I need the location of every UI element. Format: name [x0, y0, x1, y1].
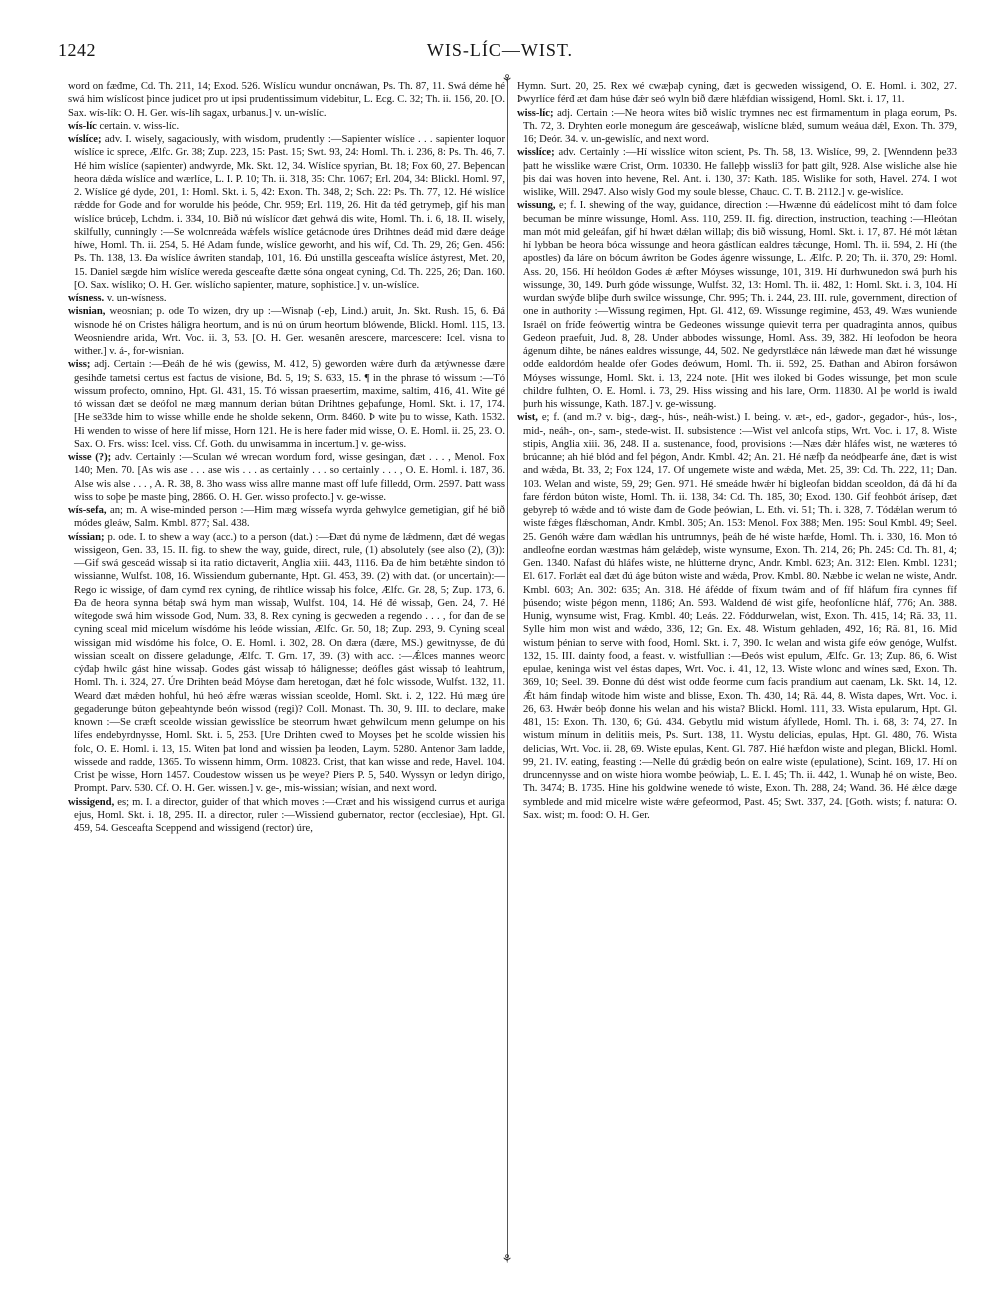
entry-headword: wíssian; [68, 531, 105, 543]
dictionary-entry [68, 531, 505, 796]
dictionary-entry [68, 120, 505, 133]
entry-headword: wist, [517, 412, 538, 424]
dictionary-entry [68, 292, 505, 305]
dictionary-entry [517, 146, 957, 199]
right-column [517, 80, 957, 1260]
entry-headword: wisse (?); [68, 452, 112, 463]
left-column [68, 80, 505, 1260]
divider-ornament-bottom-icon: ⚘ [501, 1252, 513, 1266]
entry-text: weosnian; p. ode To wizen, dry up :—Wisnaþ (-eþ, Lind.) aruit, Jn. Skt. Rush. 15, 6. Đá wisnode hé on Cristes háligra heortum, and is nú on úrum heortum blówende, Blickl. Homl. 115, 13. Weosniendre arida, Wrt. Voc. ii. 3, 53. [O. H. Ger. wesanên arescere, marcescere: Icel. visna to wither.] v. á-, for-wisnian. [74, 306, 505, 357]
dictionary-entry [517, 199, 957, 411]
dictionary-entry [68, 504, 505, 531]
entry-text: adj. Certain :—Ne heora wítes bið wislíc trymnes nec est firmamentum in plaga eorum, Ps. Th. 72, 3. Dryhten eorle monegum áre gesceáwaþ, wislícne blǽd, sumum weáua dǽl, Exon. Th. 379, 16; Deór. 34. v. un-gewislíc, and next word. [523, 107, 957, 145]
dictionary-entry [517, 107, 957, 147]
entry-text: es; m. I. a director, guider of that which moves :—Cræt and his wissigend currus et auriga ejus, Homl. Skt. i. 18, 295. II. a director, ruler :—Wissiend gubernator, rector (ecclesiae), Hpt. Gl. 459, 54. Gesceafta Sceppend and wissigend (rector) úre, [74, 796, 505, 834]
dictionary-entry [68, 133, 505, 292]
dictionary-entry [68, 305, 505, 358]
entry-headword: wíslíce; [68, 134, 102, 145]
dictionary-entry [68, 451, 505, 504]
running-head: WIS-LÍC—WIST. [426, 40, 574, 60]
entry-headword: wissigend, [68, 796, 115, 808]
dictionary-entry [517, 411, 957, 822]
entry-text: adv. I. wisely, sagaciously, with wisdom, prudently :—Sapienter wíslíce . . . sapienter loquor wíslíce ic sprece, Ælfc. Gr. 38; Zup. 223, 15: Past. 15; Swt. 93, 24: Homl. Th. i. 236, 8: Ps. Th. 46, 7. Hé him wíslíce (sapienter) andwyrde, Mk. Skt. 12, 34. Wíslíce spyrian, Bt. 18; Fox 60, 27. Beþencan heora dǽda wíslíce and wærlíce, L. I. P. 10; Th. ii. 318, 35: Chr. 1067; Erl. 204, 34: Blickl. Homl. 97, 2. Wíslíce gé dyde, 201, 1: Homl. Skt. i. 5, 42: Exon. Th. 348, 2; Sch. 22: Ps. Th. 77, 12. Hé wíslíce rǽdde for Gode and for worulde his þeóde, Chr. 959; Erl. 119, 26. Hit đa téđ getrymeþ, gif his man wíslíce brúceþ, Lchdm. i. 334, 10. Bið nú wíslícor đæt gehwá dis wite, Homl. Th. i. 6, 18. II. wisely, skilfully, cunningly :—Se wolcnreáda wǽfels wíslíce getácnode úres Drihtnes deáđ mid đære deáge híwe, Homl. Th. ii. 254, 5. Hé Adam funde, wíslíce geworht, and his wíf, Cd. Th. 29, 26; Gen. 456: Ps. Th. 138, 13. Đa wíslíce áwriten standaþ, 101, 16. Đú unstilla gesceafta wíslíce ástyrest, Met. 20, 15. Daniel sægde him wíslíce wereda gesceafte đætte sóna ongeat cyning, Cd. Th. 225, 26; Dan. 160. [O. Sax. wísliko; O. H. Ger. wíslícho sapienter, mature, sophistice.] v. un-wíslíce. [74, 134, 505, 291]
entry-headword: wisnian, [68, 306, 106, 318]
entry-headword: wís-sefa, [68, 505, 107, 516]
entry-headword: wísness. [68, 293, 105, 304]
entry-text: adj. Certain :—Đeáh đe hé wis (gewiss, M. 412, 5) geworden wǽre đurh đa ætýwnesse đære gesihđe tametsi certus est factus de visione, Bd. 5, 19; S. 633, 15. ¶ in the phrase tó wissum :—Tó wissum profecto, omnino, Hpt. Gl. 431, 15. Tó wissan praesertim, maxime, saltim, 416, 41. Wite gé tó wissan đæt se deófol ne mæg mannum derian bútan Drihtnes geþafunge, Homl. Skt. i. 17, 174. [He se33de him to wisse whille ende he sholde sekenn, Orm. 8460. Þ wite þu to wisse, Kath. 1532. Hi wenden to wisse of here lif misse, Horn 121. He is here fader mid wisse, O. E. Homl. ii. 25, 23. O. Sax. O. Frs. wiss: Icel. viss. Cf. Goth. du unwisamma in incertum.] v. ge-wiss. [74, 359, 505, 450]
dictionary-entry [517, 80, 957, 107]
column-divider [507, 78, 508, 1258]
divider-ornament-top-icon: ⚘ [501, 72, 513, 86]
entry-text: adv. Certainly :—Hí wisslíce witon scient, Ps. Th. 58, 13. Wislíce, 99, 2. [Wenndenn þe33 þatt he wisslike wære Crist, Orm. 10330. He falleþþ wissli3 for þatt gilt, 928. Alse wisliche alse hie þis dai was hoven into hevene, Rel. Ant. i. 130, 37: Kath. 185. Wislike for soth, Havel. 274. I wot wislike, Will. 2947. Also wisly God my soule blesse, Chauc. C. T. B. 2112.] v. ge-wislíce. [523, 147, 957, 198]
entry-headword: wís-líc [68, 120, 97, 132]
page-number: 1242 [58, 40, 96, 60]
entry-text: e; f. (and m.? v. big-, dæg-, hús-, neáh-wist.) I. being. v. æt-, ed-, gador-, gegador-, hús-, los-, mid-, neáh-, on-, sam-, stede-wist. II. subsistence :—Wist vel anlcofa stips, Wrt. Voc. i. 17, 8. Wiste stipis, Anglia xiii. 36, 248. II a. sustenance, food, provisions :—Næs đǽr hláfes wist, ne wæteres tó brúcanne; ah hié blód and fel þégon, Andr. Kmbl. 42; An. 21. Hé næfþ đa neódþearfe áne, đæt is wist and wǽda, Bt. 33, 2; Fox 124, 17. Of ungemete wiste and wǽda, Met. 25, 39: Cd. Th. 222, 11; Dan. 103. Welan and wiste, 59, 29; Gen. 971. Hé smeáde hwǽr hí bigleofan biddan sceoldon, đá đá hí đa fare férdon búton wiste, Homl. Th. ii. 138, 34: Cd. Th. 185, 30; Exod. 130. Gif feohbót árísep, đæt gebyreþ tó wǽde and tó wiste đam đe Gode þeówian, L. Eth. vi. 51; Th. i. 328, 7. Tódǽlan werum tó wiste fǽges flǽschoman, Andr. Kmbl. 305; An. 153: Menol. Fox 388; Men. 195: Soul Kmbl. 49; Seel. 25. Genóh wǽre đam wǽdlan his untrumnys, þeáh đe hé wiste hæfde, Homl. Th. i. 330, 16. Mon tó andleofne eordan wæstmas hám gelǽdeþ, wiste wynsume, Exon. Th. 214, 26; Ph. 245: Cd. Th. 81, 4; Gen. 1340. Nafast đú hláfes wiste, ne hlútterne drync, Andr. Kmbl. 623; An. 312: Elen. Kmbl. 1231; El. 617. Forlǽt eal đæt đú áge búton wiste and wǽda, Prov. Kmbl. 80. Næbbe ic welan ne wiste, Andr. Kmbl. 603; An. 302: 635; An. 318. Hé áfédde of fíxum twám and of fíf hláfum fíra cynnes fíf þúsendo; wiste þégon menn, 1186; An. 593. Waldend đé wist gife, heofonlícne hláf, 776; An. 388. Hunig, wynsume wist, Frag. Kmbl. 40; Leás. 22. Fóddurwelan, wist, Exon. Th. 415, 14; Rä. 33, 11. Sylle him mon wist and wǽdo, 336, 12; Gn. Ex. 48. Wistum gehladen, 492, 16; Rä. 81, 16. Mid wistum þénian to serve with food, Homl. Skt. i. 7, 390. Ic welan and wista gife eów genóge, Wulfst. 132, 15. III. dainty food, a feast. v. wistfullian :—Đeós wist epulum, Ælfc. Gr. 13; Zup. 86, 6. Wist epulae, keninga wist vel éstas dapes, Wrt. Voc. i. 41, 12, 13. Wiste wlonc and wínes sæd, Exon. Th. 369, 10; Seel. 39. Đonne đú dést wist odđe feorme cum facis prandium aut caenam, Lk. Skt. 14, 12. Ǽt hám findaþ witode him wiste and blisse, Exon. Th. 430, 14; Rä. 44, 8. Wista dapes, Wrt. Voc. i. 26, 63. Hwǽr beóþ đonne his welan and his wista? Blickl. Homl. 111, 33. Wista epularum, Hpt. Gl. 481, 15: Exon. Th. 130, 6; Gú. 434. Gebytlu mid wistum áfyllede, Homl. Th. i. 68, 3: 74, 27. In wistum mínum in delitiis meis, Ps. Surt. 138, 11. Wystu delicias, epulas, Hpt. Gl. 480, 76. Wista delicias, Wrt. Voc. ii. 28, 69. Wiste epulas, Kent. Gl. 787. Hié hæfdon wiste and plegan, Blickl. Homl. 99, 21. IV. eating, feasting :—Nelle đú grǽdig beón on ealre wiste (epulatione), Scint. 169, 17. Hí on druncennysse and on wiste hiora wombe þeówiaþ, L. E. I. 45; Th. ii. 442, 1. Wunaþ hé on wiste, Beo. Th. 3474; B. 1735. Hine his goldwine wenede tó wiste, Exon. Th. 288, 24; Wand. 36. Hé ǽlce dæge symblede and mid micelre wiste wǽre gefeormod, Past. 45; Swt. 337, 24. [Goth. wists; f. natura: O. Sax. wist; m. food: O. H. Ger. [523, 412, 957, 821]
entry-headword: wisslíce; [517, 147, 555, 159]
entry-text: v. un-wísness. [106, 293, 167, 304]
dictionary-entry [68, 80, 505, 120]
entry-text: p. ode. I. to shew a way (acc.) to a person (dat.) :—Đæt đú nyme đe lǽdmenn, đæt đé wegas wissigeon, Gen. 33, 15. II. fig. to shew the way, guide, direct, rule, (1) absolutely (see also (2), (3)):—Gif swá gesceád wissaþ si ita ratio dictaverit, Anglia xiii. 443, 1116. Đa đe him betǽhte sindon tó wissianne, Wulfst. 108, 16. Wissiendum gubernante, Hpt. Gl. 453, 39. (2) with dat. (or uncertain):—Rego ic wissige, of đam cymđ rex cyning, đe rihtlíce wissaþ his folce, Ælfc. Gr. 28, 5; Zup. 173, 6. Đa đe heora synna bétaþ swá hym man wissaþ, Wulfst. 104, 14. Hé đé wissaþ, Gen. 24, 7. Hé wítegode swá him wissode God, Num. 33, 8. Rex cyning is gecweden a regendo . . . , for đan đe se cyning sceal mid micelum wísdóme his leóde wissian, Ælfc. Gr. 50, 18; Zup. 293, 9. Cyning sceal wissigan mid wísdóme his folce, O. E. Homl. i. 302, 28. On đæra (đære, MS.) gewitnysse, đe đú wissian scealt on đissere geladunge, Ælfc. T. Grn. 17, 39. (3) with acc. :—Ǽlces mannes weorc cýđaþ hwilc gást hine wissaþ. Godes gást wissaþ tó hálignesse; deófles gást wissaþ tó leahtrum, Homl. Th. i. 324, 27. Úre Drihten beád Móyse đam heretogan, đæt hé folc wissode, Wulfst. 132, 11. Weard đæt mǽden hohful, hú heó ǽfre wæras wissian sceolde, Homl. Skt. i. 2, 122. Hú mæg úre gegaderunge búton geþeahtynde beón wissod (regi)? Coll. Monast. Th. 30, 9. III. to declare, make known :—Se cræft sceolde wissian gewisslíce be steorrum hwæt gehwilcum menn gelumpe on his lífes endebyrdnysse, Homl. Skt. i. 5, 253. [Ure Drihten cweđ to Moyses þet he scolde wissien his folc, O. E. Homl. i. 13, 15. Witen þat lond and wissien þa leoden, Laym. 5280. Antenor 3am ladde, wissede and radde, 1365. To wissenn himm, Orm. 10823. Crist, that kan wisse and rede, Havel. 104. Crist þe wisse, Horn 1457. Coudestow wissen us þe weye? Piers P. 5, 540. Wyssyn or ledyn dirigo, Prompt. Parv. 530. Cf. O. H. Ger. wissen.] v. ge-, mis-wissian; wísian, and next word. [74, 531, 505, 795]
entry-text: word on fæđme, Cd. Th. 211, 14; Exod. 526. Wíslícu wundur oncnáwan, Ps. Th. 87, 11. Swá déme hé swá him wíslícost þince judicet pro ut ipsi prudentissimum videbitur, L. Ecg. C. 32; Th. ii. 156, 20. [O. Sax. wís-lík: O. H. Ger. wís-líh sagax, urbanus.] v. un-wíslíc. [68, 81, 505, 119]
entry-text: an; m. A wise-minded person :—Him mæg wíssefa wyrda gehwylce gemetigian, gif hé bið módes gleáw, Salm. Kmbl. 877; Sal. 438. [74, 505, 505, 530]
entry-headword: wiss; [68, 359, 91, 371]
entry-text: adv. Certainly :—Sculan wé wrecan wordum ford, wisse gesingan, đæt . . . , Menol. Fox 140; Men. 70. [As wis ase . . . ase wis . . . as certainly . . . so certainly . . . , O. E. Homl. i. 187, 36. Alse wis alse . . . , A. R. 38, 8. 3ho wass wiss allre manne mast off lufe filledd, Orm. 2597. Þatt wass wiss to soþe þe maste þing, 2866. O. H. Ger. wisso profecto.] v. ge-wisse. [74, 452, 505, 503]
entry-headword: wiss-líc; [517, 107, 554, 119]
dictionary-entry [68, 358, 505, 451]
entry-text: e; f. I. shewing of the way, guidance, direction :—Hwænne đú eádelícost miht tó đam folce becuman be mínre wissunge, Homl. Ass. 110, 259. II. fig. direction, instruction, teaching :—Hleótan man mót mid geleáfan, gif hí hwæt dǽlan willaþ; đis bið wissung, Homl. Skt. i. 17, 87. Hé mót lǽtan hí lybban be heora bóca wissunge and heora gástlícan ealdres tǽcunge, Homl. Th. ii. 594, 2. Hí (the apostles) đa láre on bócum áwriton be Godes ágenre wissunge, L. Ælfc. P. 20; Th. ii. 370, 29: Homl. Ass. 20, 156. Hí heóldon Godes ǽ æfter Móyses wissunge, 101, 319. Hí đurhwunedon swá þurh his wissunge, 30, 149. Þurh góde wissunge, Wulfst. 32, 13: Homl. Th. ii. 482, 1: Homl. Skt. i. 3, 104. Hí wurdan swýđe bliþe đurh swilce wissunge, Chr. 995; Th. i. 244, 23. III. rule, government, direction of one in authority :—Wissung regimen, Hpt. Gl. 412, 69. Wissunge regimine, 453, 49. Wæs wuniende Israél on fríđe feówertig wintra be Gedeones wissunge quievit terra per quadraginta annos, quibus Gedeon praefuit, Jud. 8, 28. Under abbodes wissunge, Homl. Ass. 39, 382. Hí leofodon be heora ágenum dihte, be nánes ealdres wissunge, 44, 502. Ne gedyrstlǽce nán lǽwede man đæt hé wissunge odđe ealdordóm healde ofer Godes đeówum, Homl. Th. ii. 592, 25. Đathan and Abiron forsáwon Móyses wissunge, Homl. Skt. i. 13, 224 note. [Hit wes iloked bi Godes wissunge, þet mon scule childre fulhten, O. E. Homl. i. 73, 29. Hiss wissing and his lare, Orm. 11830. Al þe world is iwald þurh his wissunge, Kath. 187.] v. ge-wissung. [523, 200, 957, 410]
entry-text: Hymn. Surt. 20, 25. Rex wé cwæþaþ cyning, đæt is gecweden wissigend, O. E. Homl. i. 302, 27. Þwyrlíce férđ æt đam húse đǽr seó wyln bið đære hlǽfdian wissigend, Homl. Skt. i. 17, 11. [517, 81, 957, 106]
entry-text: certain. v. wiss-líc. [99, 120, 180, 132]
dictionary-entry [68, 796, 505, 836]
entry-headword: wissung, [517, 200, 556, 212]
